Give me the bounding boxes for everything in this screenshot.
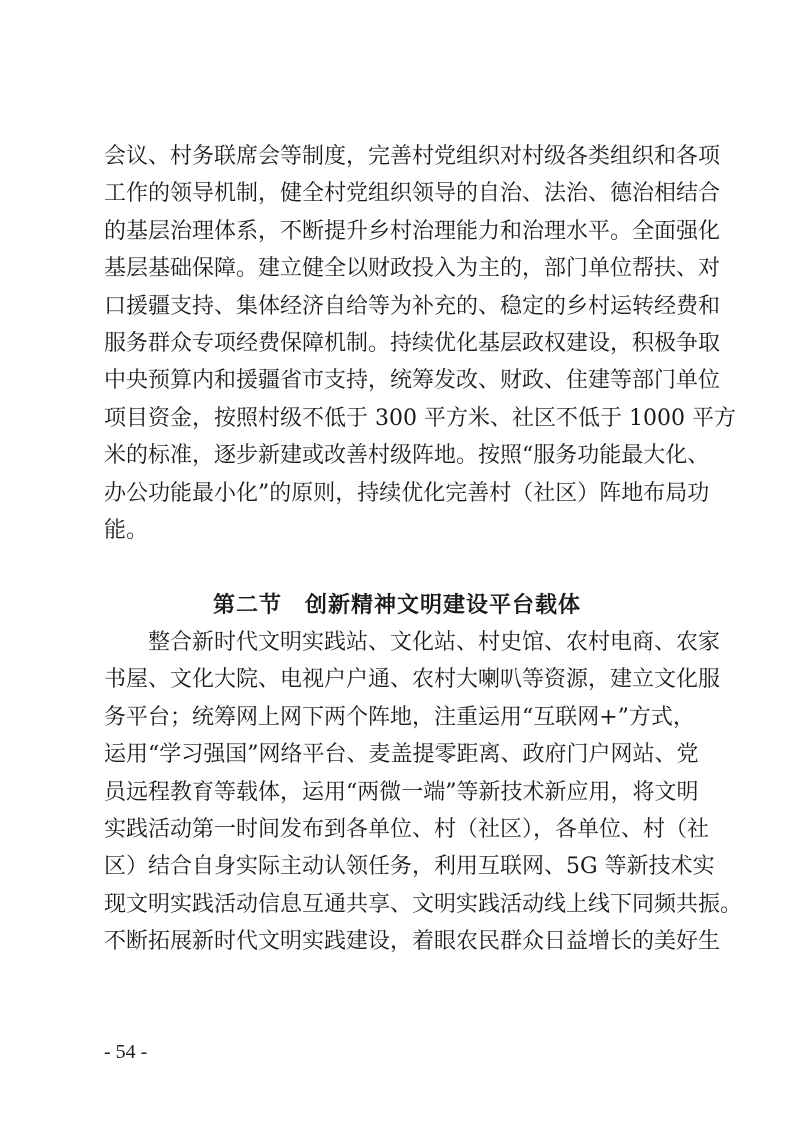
section-heading: 第二节 创新精神文明建设平台载体 bbox=[212, 592, 581, 618]
text-line: 区）结合自身实际主动认领任务，利用互联网、5G 等新技术实 bbox=[104, 854, 715, 880]
paragraph-2 bbox=[104, 624, 743, 961]
page-body bbox=[104, 138, 743, 961]
text-line: 米的标准，逐步新建或改善村级阵地。按照“服务功能最大化、 bbox=[104, 443, 710, 469]
text-line: 工作的领导机制，健全村党组织领导的自治、法治、德治相结合 bbox=[104, 181, 721, 207]
text-line: 基层基础保障。建立健全以财政投入为主的，部门单位帮扶、对 bbox=[104, 256, 721, 282]
text-line: 书屋、文化大院、电视户户通、农村大喇叭等资源，建立文化服 bbox=[104, 667, 721, 693]
text-line: 现文明实践活动信息互通共享、文明实践活动线上线下同频共振。 bbox=[104, 891, 743, 917]
text-line: 能。 bbox=[104, 517, 149, 543]
text-line: 实践活动第一时间发布到各单位、村（社区），各单位、村（社 bbox=[104, 817, 710, 843]
text-line: 务平台；统筹网上网下两个阵地，注重运用“互联网+”方式， bbox=[104, 704, 695, 730]
text-line: 运用“学习强国”网络平台、麦盖提零距离、政府门户网站、党 bbox=[104, 742, 699, 768]
paragraph-1 bbox=[104, 138, 736, 549]
text-line: 不断拓展新时代文明实践建设，着眼农民群众日益增长的美好生 bbox=[104, 929, 721, 955]
text-line: 的基层治理体系，不断提升乡村治理能力和治理水平。全面强化 bbox=[104, 218, 721, 244]
section-spacer bbox=[104, 549, 690, 586]
text-line: 整合新时代文明实践站、文化站、村史馆、农村电商、农家 bbox=[148, 630, 721, 656]
text-line: 中央预算内和援疆省市支持，统筹发改、财政、住建等部门单位 bbox=[104, 368, 721, 394]
text-line: 项目资金，按照村级不低于 300 平方米、社区不低于 1000 平方 bbox=[104, 405, 736, 431]
text-line: 服务群众专项经费保障机制。持续优化基层政权建设，积极争取 bbox=[104, 330, 721, 356]
text-line: 员远程教育等载体，运用“两微一端”等新技术新应用，将文明 bbox=[104, 779, 699, 805]
text-line: 口援疆支持、集体经济自给等为补充的、稳定的乡村运转经费和 bbox=[104, 293, 721, 319]
page-number: - 54 - bbox=[104, 1041, 148, 1063]
text-line: 会议、村务联席会等制度，完善村党组织对村级各类组织和各项 bbox=[104, 144, 721, 169]
text-line: 办公功能最小化”的原则，持续优化完善村（社区）阵地布局功 bbox=[104, 480, 710, 506]
